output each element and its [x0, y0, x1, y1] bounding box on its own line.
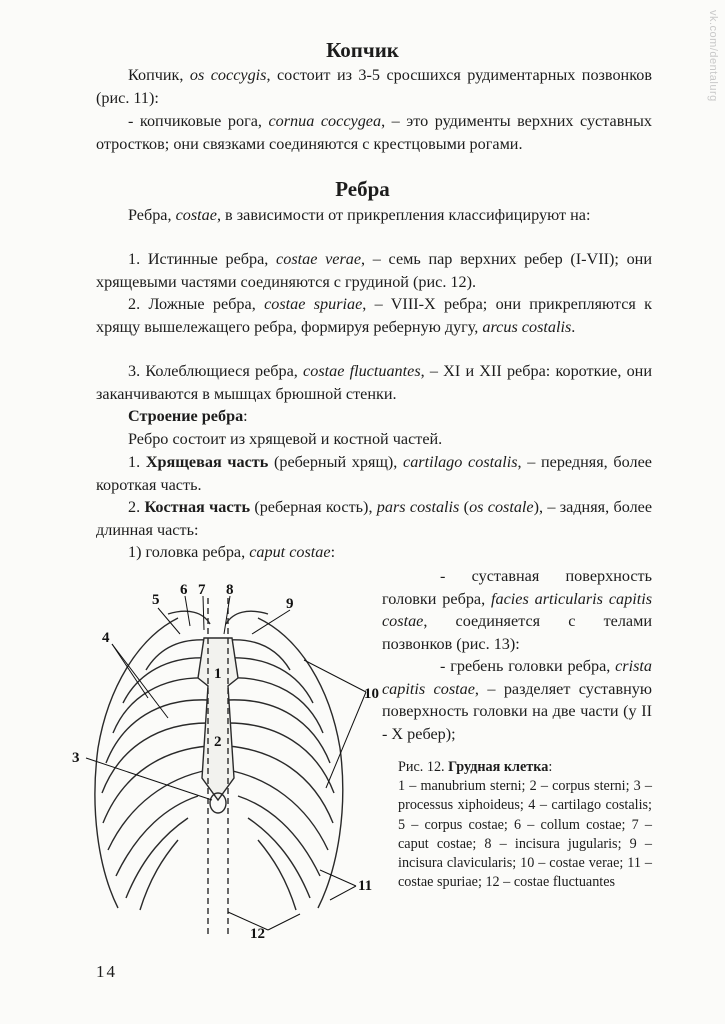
- leader-line: [112, 644, 148, 698]
- thorax-illustration: [68, 578, 388, 944]
- rib-right: [228, 678, 323, 733]
- leader-line: [330, 886, 356, 900]
- section-title-rebra: Ребра: [335, 177, 390, 201]
- rib-right: [228, 746, 333, 823]
- clavicle-right: [226, 611, 268, 624]
- leader-line: [326, 692, 366, 788]
- rib-left: [103, 746, 208, 823]
- leader-line: [86, 758, 212, 800]
- figure-label-3: 3: [72, 750, 80, 766]
- leader-line: [224, 596, 230, 634]
- paragraph-rib-head: 1) головка ребра, caput costae:: [128, 543, 336, 561]
- leader-line: [320, 870, 356, 886]
- leader-line: [203, 596, 204, 630]
- rib-left: [113, 678, 208, 733]
- sternum: [198, 638, 238, 800]
- rib-left: [116, 796, 198, 876]
- figure-label-5: 5: [152, 592, 160, 608]
- leader-line: [252, 610, 290, 634]
- paragraph-koptchik-horns: - копчиковые рога, cornua coccygea, – это рудименты верхних суставных отростков; они связками соединяются с крестцовыми рогами.: [96, 112, 652, 153]
- paragraph-rebra-intro: Ребра, costae, в зависимости от прикрепления классифицируют на:: [128, 206, 591, 224]
- paragraph-false-ribs: 2. Ложные ребра, costae spuriae, – VIII-X ребра; они прикрепляются к хрящу вышележащего ребра, формируя реберную дугу, arcus costalis.: [96, 295, 652, 336]
- leader-line: [304, 660, 366, 692]
- rib-right: [228, 770, 328, 850]
- figure-label-12: 12: [250, 926, 265, 942]
- paragraph-structure: Ребро состоит из хрящевой и костной частей.: [128, 430, 443, 448]
- rib-left: [140, 840, 178, 910]
- figure-label-10: 10: [364, 686, 379, 702]
- rib-left: [102, 723, 208, 793]
- rib-right: [248, 818, 310, 898]
- rib-left: [146, 640, 208, 670]
- figure-label-2: 2: [214, 734, 222, 750]
- page-number: 14: [96, 962, 117, 981]
- paragraph-koptchik-intro: Копчик, os coccygis, состоит из 3-5 сросшихся рудиментарных позвонков (рис. 11):: [96, 66, 653, 107]
- rib-right: [228, 723, 334, 793]
- rib-right: [228, 640, 290, 670]
- paragraph-cartilage-part: 1. Хрящевая часть (реберный хрящ), cartilago costalis, – передняя, более короткая часть.: [96, 453, 652, 494]
- paragraph-true-ribs: 1. Истинные ребра, costae verae, – семь пар верхних ребер (I-VII); они хрящевыми частями соединяются с грудиной (рис. 12).: [96, 250, 652, 291]
- ribcage-outline-left: [95, 618, 178, 908]
- paragraph-floating-ribs: 3. Колеблющиеся ребра, costae fluctuantes, – XI и XII ребра: короткие, они заканчиваются в мышцах брюшной стенки.: [96, 362, 653, 403]
- figure-label-8: 8: [226, 582, 234, 598]
- figure-label-1: 1: [214, 666, 222, 682]
- paragraph-articular-surface: - суставная поверхность головки ребра, facies articularis capitis costae, соединяется с телами позвонков (рис. 13):: [382, 567, 652, 653]
- figure-label-9: 9: [286, 596, 294, 612]
- rib-right: [258, 840, 296, 910]
- figure-label-7: 7: [198, 582, 206, 598]
- rib-right: [238, 796, 320, 876]
- section-title-koptchik: Копчик: [326, 38, 399, 62]
- leader-line: [268, 914, 300, 930]
- subheading-structure: Строение ребра:: [128, 407, 248, 425]
- rib-right: [228, 658, 313, 703]
- figure-label-4: 4: [102, 630, 110, 646]
- leader-line: [112, 644, 168, 718]
- ribcage-outline-right: [258, 618, 343, 908]
- rib-left: [126, 818, 188, 898]
- watermark: vk.com/dentalurg: [707, 10, 719, 102]
- figure-caption: Рис. 12. Грудная клетка: 1 – manubrium sterni; 2 – corpus sterni; 3 – processus xiphoideus; 4 – cartilago costalis; 5 – corpus costae; 6 – collum costae; 7 – caput costae; 8 – incisura jugularis; 9 – incisura clavicularis; 10 – costae verae; 11 – costae spuriae; 12 – costae fluctuantes: [398, 759, 652, 891]
- rib-left: [106, 700, 208, 763]
- paragraph-bony-part: 2. Костная часть (реберная кость), pars costalis (os costale), – задняя, более длинная часть:: [96, 498, 653, 539]
- rib-right: [228, 700, 330, 763]
- paragraph-crest: - гребень головки ребра, crista capitis costae, – разделяет суставную поверхность головки на две части (у II - X ребер);: [382, 657, 652, 743]
- figure-label-11: 11: [358, 878, 373, 894]
- figure-label-6: 6: [180, 582, 188, 598]
